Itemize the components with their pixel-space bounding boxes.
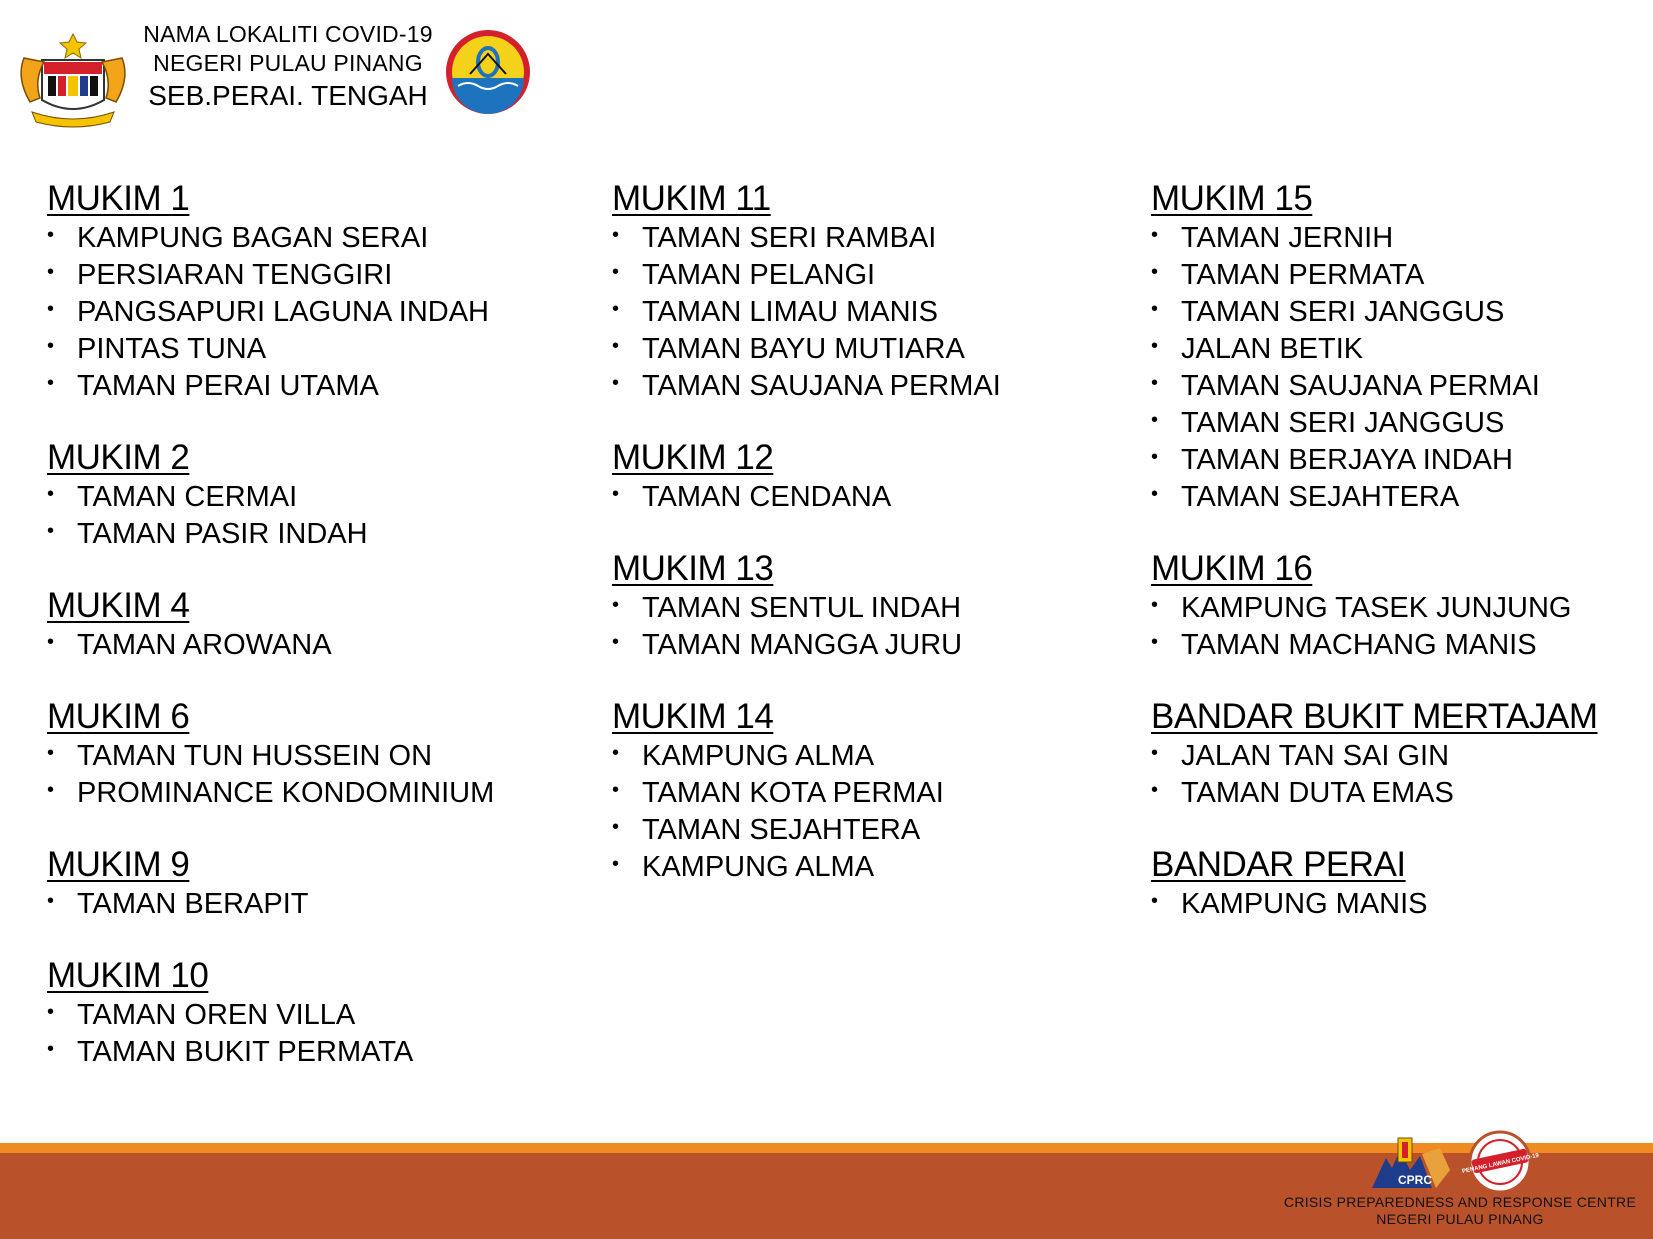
locality-list (1151, 738, 1646, 812)
list-item: • TAMAN BUKIT PERMATA (47, 1034, 567, 1071)
group-heading: MUKIM 12 (612, 438, 774, 477)
group-heading: MUKIM 11 (612, 179, 771, 218)
group-heading: MUKIM 13 (612, 549, 774, 588)
list-item: • PANGSAPURI LAGUNA INDAH (47, 294, 567, 331)
locality-group (47, 955, 567, 1071)
district-council-seal-icon (444, 28, 532, 116)
locality-list (1151, 220, 1646, 516)
list-item: • TAMAN SEJAHTERA (1151, 479, 1646, 516)
locality-list (47, 997, 567, 1071)
list-item: • KAMPUNG BAGAN SERAI (47, 220, 567, 257)
list-item: • KAMPUNG ALMA (612, 849, 1112, 886)
locality-list (1151, 590, 1646, 664)
locality-group (1151, 548, 1646, 664)
list-item: • KAMPUNG ALMA (612, 738, 1112, 775)
group-heading: MUKIM 6 (47, 697, 190, 736)
locality-group (612, 696, 1112, 886)
malaysia-coat-of-arms-icon (14, 30, 132, 130)
locality-list (47, 886, 567, 923)
locality-list (47, 220, 567, 405)
list-item: • TAMAN SAUJANA PERMAI (612, 368, 1112, 405)
list-item: • PINTAS TUNA (47, 331, 567, 368)
group-heading: MUKIM 10 (47, 956, 209, 995)
list-item: • TAMAN MACHANG MANIS (1151, 627, 1646, 664)
list-item: • TAMAN SEJAHTERA (612, 812, 1112, 849)
header-line-2: NEGERI PULAU PINANG (153, 50, 423, 76)
list-item: • TAMAN CERMAI (47, 479, 567, 516)
locality-column-3 (1151, 178, 1646, 955)
list-item: • TAMAN SENTUL INDAH (612, 590, 1112, 627)
locality-column-1 (47, 178, 567, 1103)
list-item: • TAMAN SERI RAMBAI (612, 220, 1112, 257)
svg-text:PENANG LAWAN COVID-19: PENANG LAWAN COVID-19 (1461, 1152, 1540, 1176)
group-heading: MUKIM 2 (47, 438, 190, 477)
locality-column-2 (612, 178, 1112, 918)
locality-list (47, 479, 567, 553)
group-heading: MUKIM 9 (47, 845, 190, 884)
list-item: • TAMAN PELANGI (612, 257, 1112, 294)
svg-text:CPRC: CPRC (1398, 1173, 1433, 1187)
locality-group (47, 844, 567, 923)
group-heading: MUKIM 4 (47, 586, 190, 625)
list-item: • JALAN TAN SAI GIN (1151, 738, 1646, 775)
list-item: • TAMAN DUTA EMAS (1151, 775, 1646, 812)
list-item: • PERSIARAN TENGGIRI (47, 257, 567, 294)
list-item: • TAMAN PASIR INDAH (47, 516, 567, 553)
list-item: • TAMAN KOTA PERMAI (612, 775, 1112, 812)
group-heading: MUKIM 16 (1151, 549, 1313, 588)
locality-group (47, 437, 567, 553)
list-item: • TAMAN JERNIH (1151, 220, 1646, 257)
penang-lawan-covid-badge-icon (1462, 1132, 1540, 1192)
list-item: • TAMAN AROWANA (47, 627, 567, 664)
footer-line-2: NEGERI PULAU PINANG (1376, 1211, 1544, 1227)
locality-group (612, 178, 1112, 405)
locality-group (1151, 696, 1646, 812)
list-item: • TAMAN BERAPIT (47, 886, 567, 923)
locality-list (612, 479, 1112, 516)
list-item: • TAMAN SERI JANGGUS (1151, 294, 1646, 331)
locality-list (47, 738, 567, 812)
footer-logos (1368, 1128, 1540, 1198)
list-item: • TAMAN BAYU MUTIARA (612, 331, 1112, 368)
group-heading: MUKIM 14 (612, 697, 774, 736)
list-item: • KAMPUNG TASEK JUNJUNG (1151, 590, 1646, 627)
list-item: • TAMAN TUN HUSSEIN ON (47, 738, 567, 775)
header-title-block (132, 20, 444, 114)
locality-list (47, 627, 567, 664)
locality-group (612, 548, 1112, 664)
header (12, 18, 532, 118)
footer-line-1: CRISIS PREPAREDNESS AND RESPONSE CENTRE (1283, 1194, 1637, 1210)
cprc-logo-icon (1372, 1138, 1450, 1188)
locality-list (1151, 886, 1646, 923)
locality-group (1151, 844, 1646, 923)
list-item: • TAMAN PERAI UTAMA (47, 368, 567, 405)
locality-list (612, 220, 1112, 405)
locality-group (1151, 178, 1646, 516)
locality-group (612, 437, 1112, 516)
list-item: • TAMAN BERJAYA INDAH (1151, 442, 1646, 479)
list-item: • TAMAN CENDANA (612, 479, 1112, 516)
header-line-3: SEB.PERAI. TENGAH (148, 80, 428, 111)
group-heading: MUKIM 15 (1151, 179, 1313, 218)
list-item: • TAMAN SERI JANGGUS (1151, 405, 1646, 442)
locality-group (47, 585, 567, 664)
list-item: • JALAN BETIK (1151, 331, 1646, 368)
group-heading: BANDAR BUKIT MERTAJAM (1151, 697, 1598, 736)
locality-group (47, 178, 567, 405)
list-item: • TAMAN SAUJANA PERMAI (1151, 368, 1646, 405)
locality-list (612, 738, 1112, 886)
locality-list (612, 590, 1112, 664)
header-line-1: NAMA LOKALITI COVID-19 (143, 21, 433, 47)
list-item: • TAMAN PERMATA (1151, 257, 1646, 294)
footer-organisation (1270, 1194, 1650, 1228)
locality-group (47, 696, 567, 812)
list-item: • PROMINANCE KONDOMINIUM (47, 775, 567, 812)
list-item: • KAMPUNG MANIS (1151, 886, 1646, 923)
group-heading: BANDAR PERAI (1151, 845, 1406, 884)
list-item: • TAMAN MANGGA JURU (612, 627, 1112, 664)
list-item: • TAMAN OREN VILLA (47, 997, 567, 1034)
group-heading: MUKIM 1 (47, 179, 190, 218)
list-item: • TAMAN LIMAU MANIS (612, 294, 1112, 331)
